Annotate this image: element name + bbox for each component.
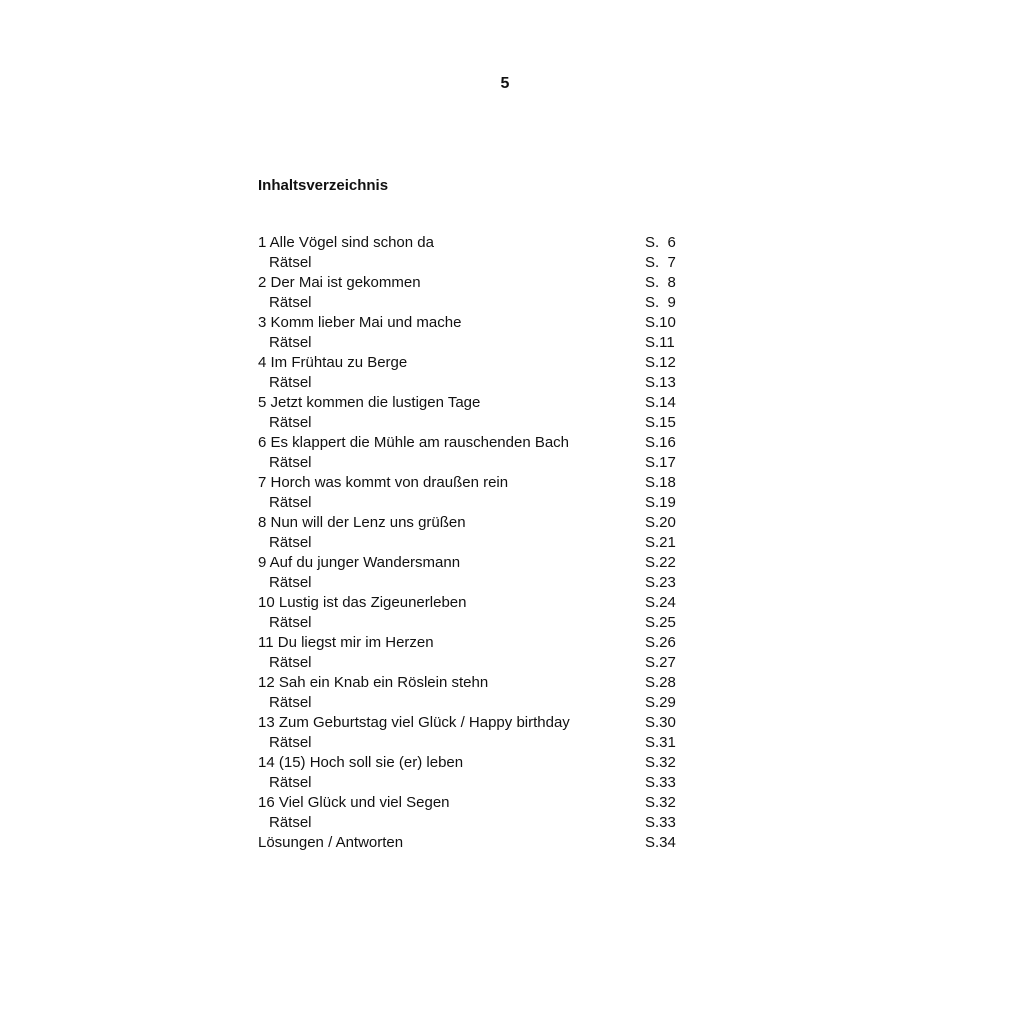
toc-entry bbox=[258, 253, 698, 273]
toc-entry bbox=[258, 373, 698, 393]
toc-entry bbox=[258, 793, 698, 813]
toc-entry-label: 4 Im Frühtau zu Berge bbox=[258, 354, 408, 371]
toc-entry-page: S.30 bbox=[645, 714, 676, 731]
toc-entry-label: 11 Du liegst mir im Herzen bbox=[258, 634, 434, 651]
toc-entry-page: S.15 bbox=[645, 414, 676, 431]
toc-entry-label: Rätsel bbox=[269, 374, 312, 391]
toc-entry bbox=[258, 573, 698, 593]
toc-entry-label: 14 (15) Hoch soll sie (er) leben bbox=[258, 754, 464, 771]
toc-entry-label: 7 Horch was kommt von draußen rein bbox=[258, 474, 509, 491]
toc-entry bbox=[258, 493, 698, 513]
toc-entry-page: S.31 bbox=[645, 734, 676, 751]
toc-entry-page: S.25 bbox=[645, 614, 676, 631]
toc-entry-page: S.32 bbox=[645, 754, 676, 771]
toc-entry bbox=[258, 713, 698, 733]
toc-entry-label: Rätsel bbox=[269, 414, 312, 431]
toc-entry-page: S.34 bbox=[645, 834, 676, 851]
toc-entry-label: Rätsel bbox=[269, 254, 312, 271]
toc-entry-label: Rätsel bbox=[269, 294, 312, 311]
toc-entry-label: Rätsel bbox=[269, 494, 312, 511]
toc-entry bbox=[258, 633, 698, 653]
toc-entry-label: 2 Der Mai ist gekommen bbox=[258, 274, 421, 291]
toc-entry-page: S.22 bbox=[645, 554, 676, 571]
toc-entry-page: S.18 bbox=[645, 474, 676, 491]
toc-entry-page: S.17 bbox=[645, 454, 676, 471]
toc-entry bbox=[258, 293, 698, 313]
toc-entry bbox=[258, 393, 698, 413]
toc-entry bbox=[258, 453, 698, 473]
toc-entry bbox=[258, 533, 698, 553]
toc-entry-label: Rätsel bbox=[269, 454, 312, 471]
toc-entry-page: S.20 bbox=[645, 514, 676, 531]
toc-entry-page: S.12 bbox=[645, 354, 676, 371]
toc-entry-page: S.11 bbox=[645, 334, 675, 351]
toc-entry-page: S.29 bbox=[645, 694, 676, 711]
toc-entry bbox=[258, 473, 698, 493]
toc-entry-page: S.13 bbox=[645, 374, 676, 391]
toc-entry bbox=[258, 433, 698, 453]
toc-entry-label: Rätsel bbox=[269, 574, 312, 591]
toc-entry-page: S.33 bbox=[645, 774, 676, 791]
toc-entry bbox=[258, 333, 698, 353]
toc-entry bbox=[258, 833, 698, 853]
toc-entry-page: S.23 bbox=[645, 574, 676, 591]
toc-entry-page: S.32 bbox=[645, 794, 676, 811]
toc-entry bbox=[258, 353, 698, 373]
toc-entry-page: S. 8 bbox=[645, 274, 676, 291]
toc-entry-page: S.33 bbox=[645, 814, 676, 831]
toc-entry-label: 16 Viel Glück und viel Segen bbox=[258, 794, 450, 811]
toc-entry-label: Rätsel bbox=[269, 814, 312, 831]
toc-entry-label: 13 Zum Geburtstag viel Glück / Happy birthday bbox=[258, 714, 570, 731]
toc-entry-page: S.14 bbox=[645, 394, 676, 411]
toc-entry-page: S.21 bbox=[645, 534, 676, 551]
toc-entry bbox=[258, 233, 698, 253]
toc-entry-page: S. 9 bbox=[645, 294, 676, 311]
toc-entry-label: Rätsel bbox=[269, 774, 312, 791]
toc-entry-label: 8 Nun will der Lenz uns grüßen bbox=[258, 514, 466, 531]
toc-entry-label: 1 Alle Vögel sind schon da bbox=[258, 234, 434, 251]
toc-entry bbox=[258, 413, 698, 433]
toc-entry-label: 3 Komm lieber Mai und mache bbox=[258, 314, 462, 331]
toc-entry bbox=[258, 273, 698, 293]
toc-entry-label: Rätsel bbox=[269, 654, 312, 671]
toc-entry-label: Rätsel bbox=[269, 694, 312, 711]
page-number: 5 bbox=[500, 75, 510, 92]
toc-entry bbox=[258, 593, 698, 613]
toc-entry-label: 10 Lustig ist das Zigeunerleben bbox=[258, 594, 467, 611]
toc-entry bbox=[258, 693, 698, 713]
toc-entry bbox=[258, 673, 698, 693]
toc-entry-label: Rätsel bbox=[269, 734, 312, 751]
toc-entry-page: S.16 bbox=[645, 434, 676, 451]
toc-title: Inhaltsverzeichnis bbox=[258, 177, 389, 194]
toc-entry bbox=[258, 613, 698, 633]
toc-entry-label: Rätsel bbox=[269, 534, 312, 551]
toc-entry bbox=[258, 773, 698, 793]
toc-list bbox=[258, 233, 698, 853]
toc-entry bbox=[258, 513, 698, 533]
toc-entry-label: Rätsel bbox=[269, 334, 312, 351]
toc-entry-page: S. 7 bbox=[645, 254, 676, 271]
toc-entry-page: S.27 bbox=[645, 654, 676, 671]
toc-entry bbox=[258, 733, 698, 753]
toc-entry bbox=[258, 753, 698, 773]
toc-entry bbox=[258, 553, 698, 573]
toc-entry bbox=[258, 313, 698, 333]
toc-entry-label: 5 Jetzt kommen die lustigen Tage bbox=[258, 394, 481, 411]
toc-entry-label: Lösungen / Antworten bbox=[258, 834, 404, 851]
toc-entry-label: 12 Sah ein Knab ein Röslein stehn bbox=[258, 674, 489, 691]
toc-entry bbox=[258, 813, 698, 833]
toc-entry-label: 9 Auf du junger Wandersmann bbox=[258, 554, 461, 571]
toc-entry-label: 6 Es klappert die Mühle am rauschenden Bach bbox=[258, 434, 570, 451]
toc-entry-page: S.24 bbox=[645, 594, 676, 611]
toc-entry-page: S.10 bbox=[645, 314, 676, 331]
toc-entry bbox=[258, 653, 698, 673]
toc-entry-page: S.26 bbox=[645, 634, 676, 651]
toc-entry-page: S. 6 bbox=[645, 234, 676, 251]
toc-entry-label: Rätsel bbox=[269, 614, 312, 631]
toc-entry-page: S.28 bbox=[645, 674, 676, 691]
toc-entry-page: S.19 bbox=[645, 494, 676, 511]
